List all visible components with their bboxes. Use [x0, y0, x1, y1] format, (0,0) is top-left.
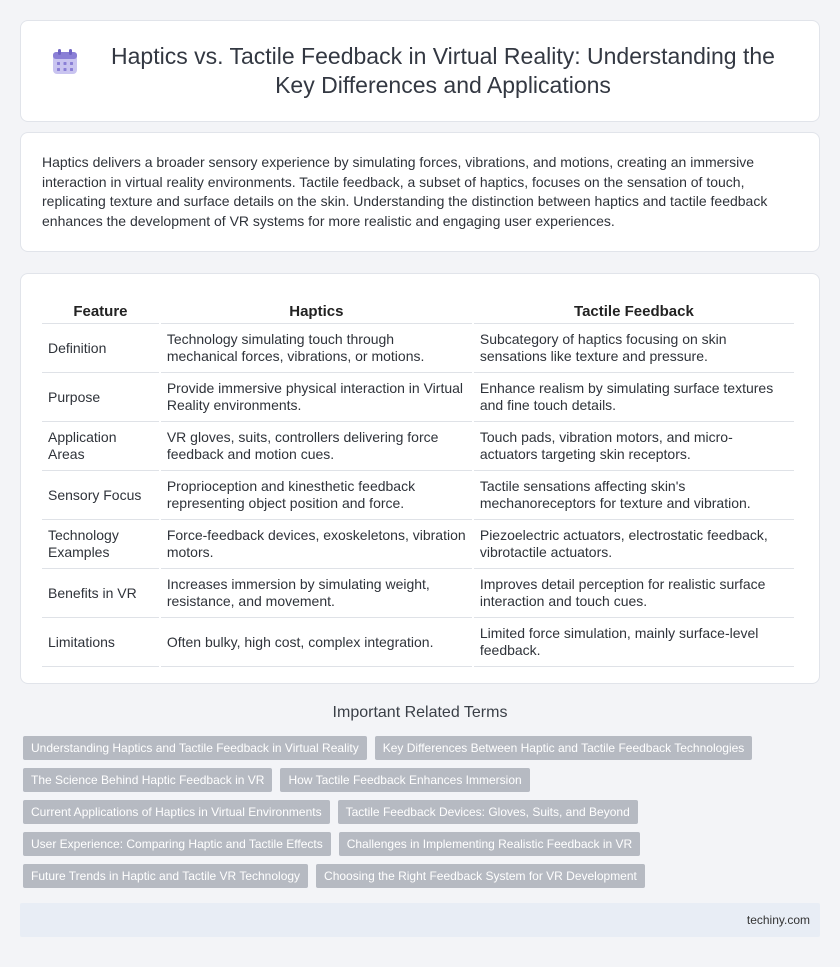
related-term-tag[interactable]: The Science Behind Haptic Feedback in VR — [23, 768, 272, 792]
related-term-tag[interactable]: Understanding Haptics and Tactile Feedback in Virtual Reality — [23, 736, 367, 760]
intro-paragraph: Haptics delivers a broader sensory experience by simulating forces, vibrations, and motions, creating an immersive interaction in virtual reality environments. Tactile feedback, a subset of haptics, focuses on the sensation of touch, replicating texture and surface details on the skin. Understanding the distinction between haptics and tactile feedback enhances the development of VR systems for more realistic and engaging user experiences. — [42, 154, 768, 229]
feature-cell: Application Areas — [42, 422, 159, 471]
haptics-cell: Often bulky, high cost, complex integration. — [161, 618, 472, 667]
tactile-cell: Touch pads, vibration motors, and micro-actuators targeting skin receptors. — [474, 422, 794, 471]
table-header-row — [42, 294, 794, 324]
related-term-tag[interactable]: Key Differences Between Haptic and Tactile Feedback Technologies — [375, 736, 753, 760]
related-term-tag[interactable]: Challenges in Implementing Realistic Feedback in VR — [339, 832, 640, 856]
related-term-tag[interactable]: Tactile Feedback Devices: Gloves, Suits, and Beyond — [338, 800, 638, 824]
haptics-cell: Increases immersion by simulating weight, resistance, and movement. — [161, 569, 472, 618]
tactile-cell: Tactile sensations affecting skin's mechanoreceptors for texture and vibration. — [474, 471, 794, 520]
tactile-cell: Piezoelectric actuators, electrostatic feedback, vibrotactile actuators. — [474, 520, 794, 569]
title-card — [20, 20, 820, 122]
table-row — [42, 471, 794, 520]
table-row — [42, 520, 794, 569]
related-term-tag[interactable]: Choosing the Right Feedback System for VR Development — [316, 864, 645, 888]
feature-cell: Benefits in VR — [42, 569, 159, 618]
table-row — [42, 422, 794, 471]
calendar-icon — [51, 48, 79, 76]
haptics-cell: Provide immersive physical interaction in Virtual Reality environments. — [161, 373, 472, 422]
page-title: Haptics vs. Tactile Feedback in Virtual Reality: Understanding the Key Differences and Applications — [111, 43, 775, 98]
feature-cell: Limitations — [42, 618, 159, 667]
haptics-cell: VR gloves, suits, controllers delivering force feedback and motion cues. — [161, 422, 472, 471]
related-term-tag[interactable]: Current Applications of Haptics in Virtual Environments — [23, 800, 330, 824]
haptics-cell: Proprioception and kinesthetic feedback representing object position and force. — [161, 471, 472, 520]
tactile-cell: Improves detail perception for realistic surface interaction and touch cues. — [474, 569, 794, 618]
header-haptics: Haptics — [161, 294, 472, 324]
tactile-cell: Enhance realism by simulating surface textures and fine touch details. — [474, 373, 794, 422]
tactile-cell: Subcategory of haptics focusing on skin sensations like texture and pressure. — [474, 324, 794, 373]
table-row — [42, 618, 794, 667]
footer-site-link[interactable]: techiny.com — [746, 913, 810, 927]
feature-cell: Purpose — [42, 373, 159, 422]
intro-card — [20, 132, 820, 252]
tactile-cell: Limited force simulation, mainly surface-level feedback. — [474, 618, 794, 667]
header-tactile: Tactile Feedback — [474, 294, 794, 324]
haptics-cell: Technology simulating touch through mechanical forces, vibrations, or motions. — [161, 324, 472, 373]
comparison-card — [20, 273, 820, 684]
related-term-tag[interactable]: User Experience: Comparing Haptic and Tactile Effects — [23, 832, 331, 856]
feature-cell: Technology Examples — [42, 520, 159, 569]
feature-cell: Sensory Focus — [42, 471, 159, 520]
related-term-tag[interactable]: Future Trends in Haptic and Tactile VR Technology — [23, 864, 308, 888]
table-row — [42, 324, 794, 373]
comparison-table — [40, 294, 796, 667]
table-row — [42, 373, 794, 422]
related-terms-heading: Important Related Terms — [332, 704, 508, 721]
related-terms-list — [23, 736, 823, 896]
related-term-tag[interactable]: How Tactile Feedback Enhances Immersion — [280, 768, 529, 792]
header-feature: Feature — [42, 294, 159, 324]
feature-cell: Definition — [42, 324, 159, 373]
title-wrap — [51, 42, 789, 100]
footer — [20, 903, 820, 937]
table-row — [42, 569, 794, 618]
haptics-cell: Force-feedback devices, exoskeletons, vibration motors. — [161, 520, 472, 569]
